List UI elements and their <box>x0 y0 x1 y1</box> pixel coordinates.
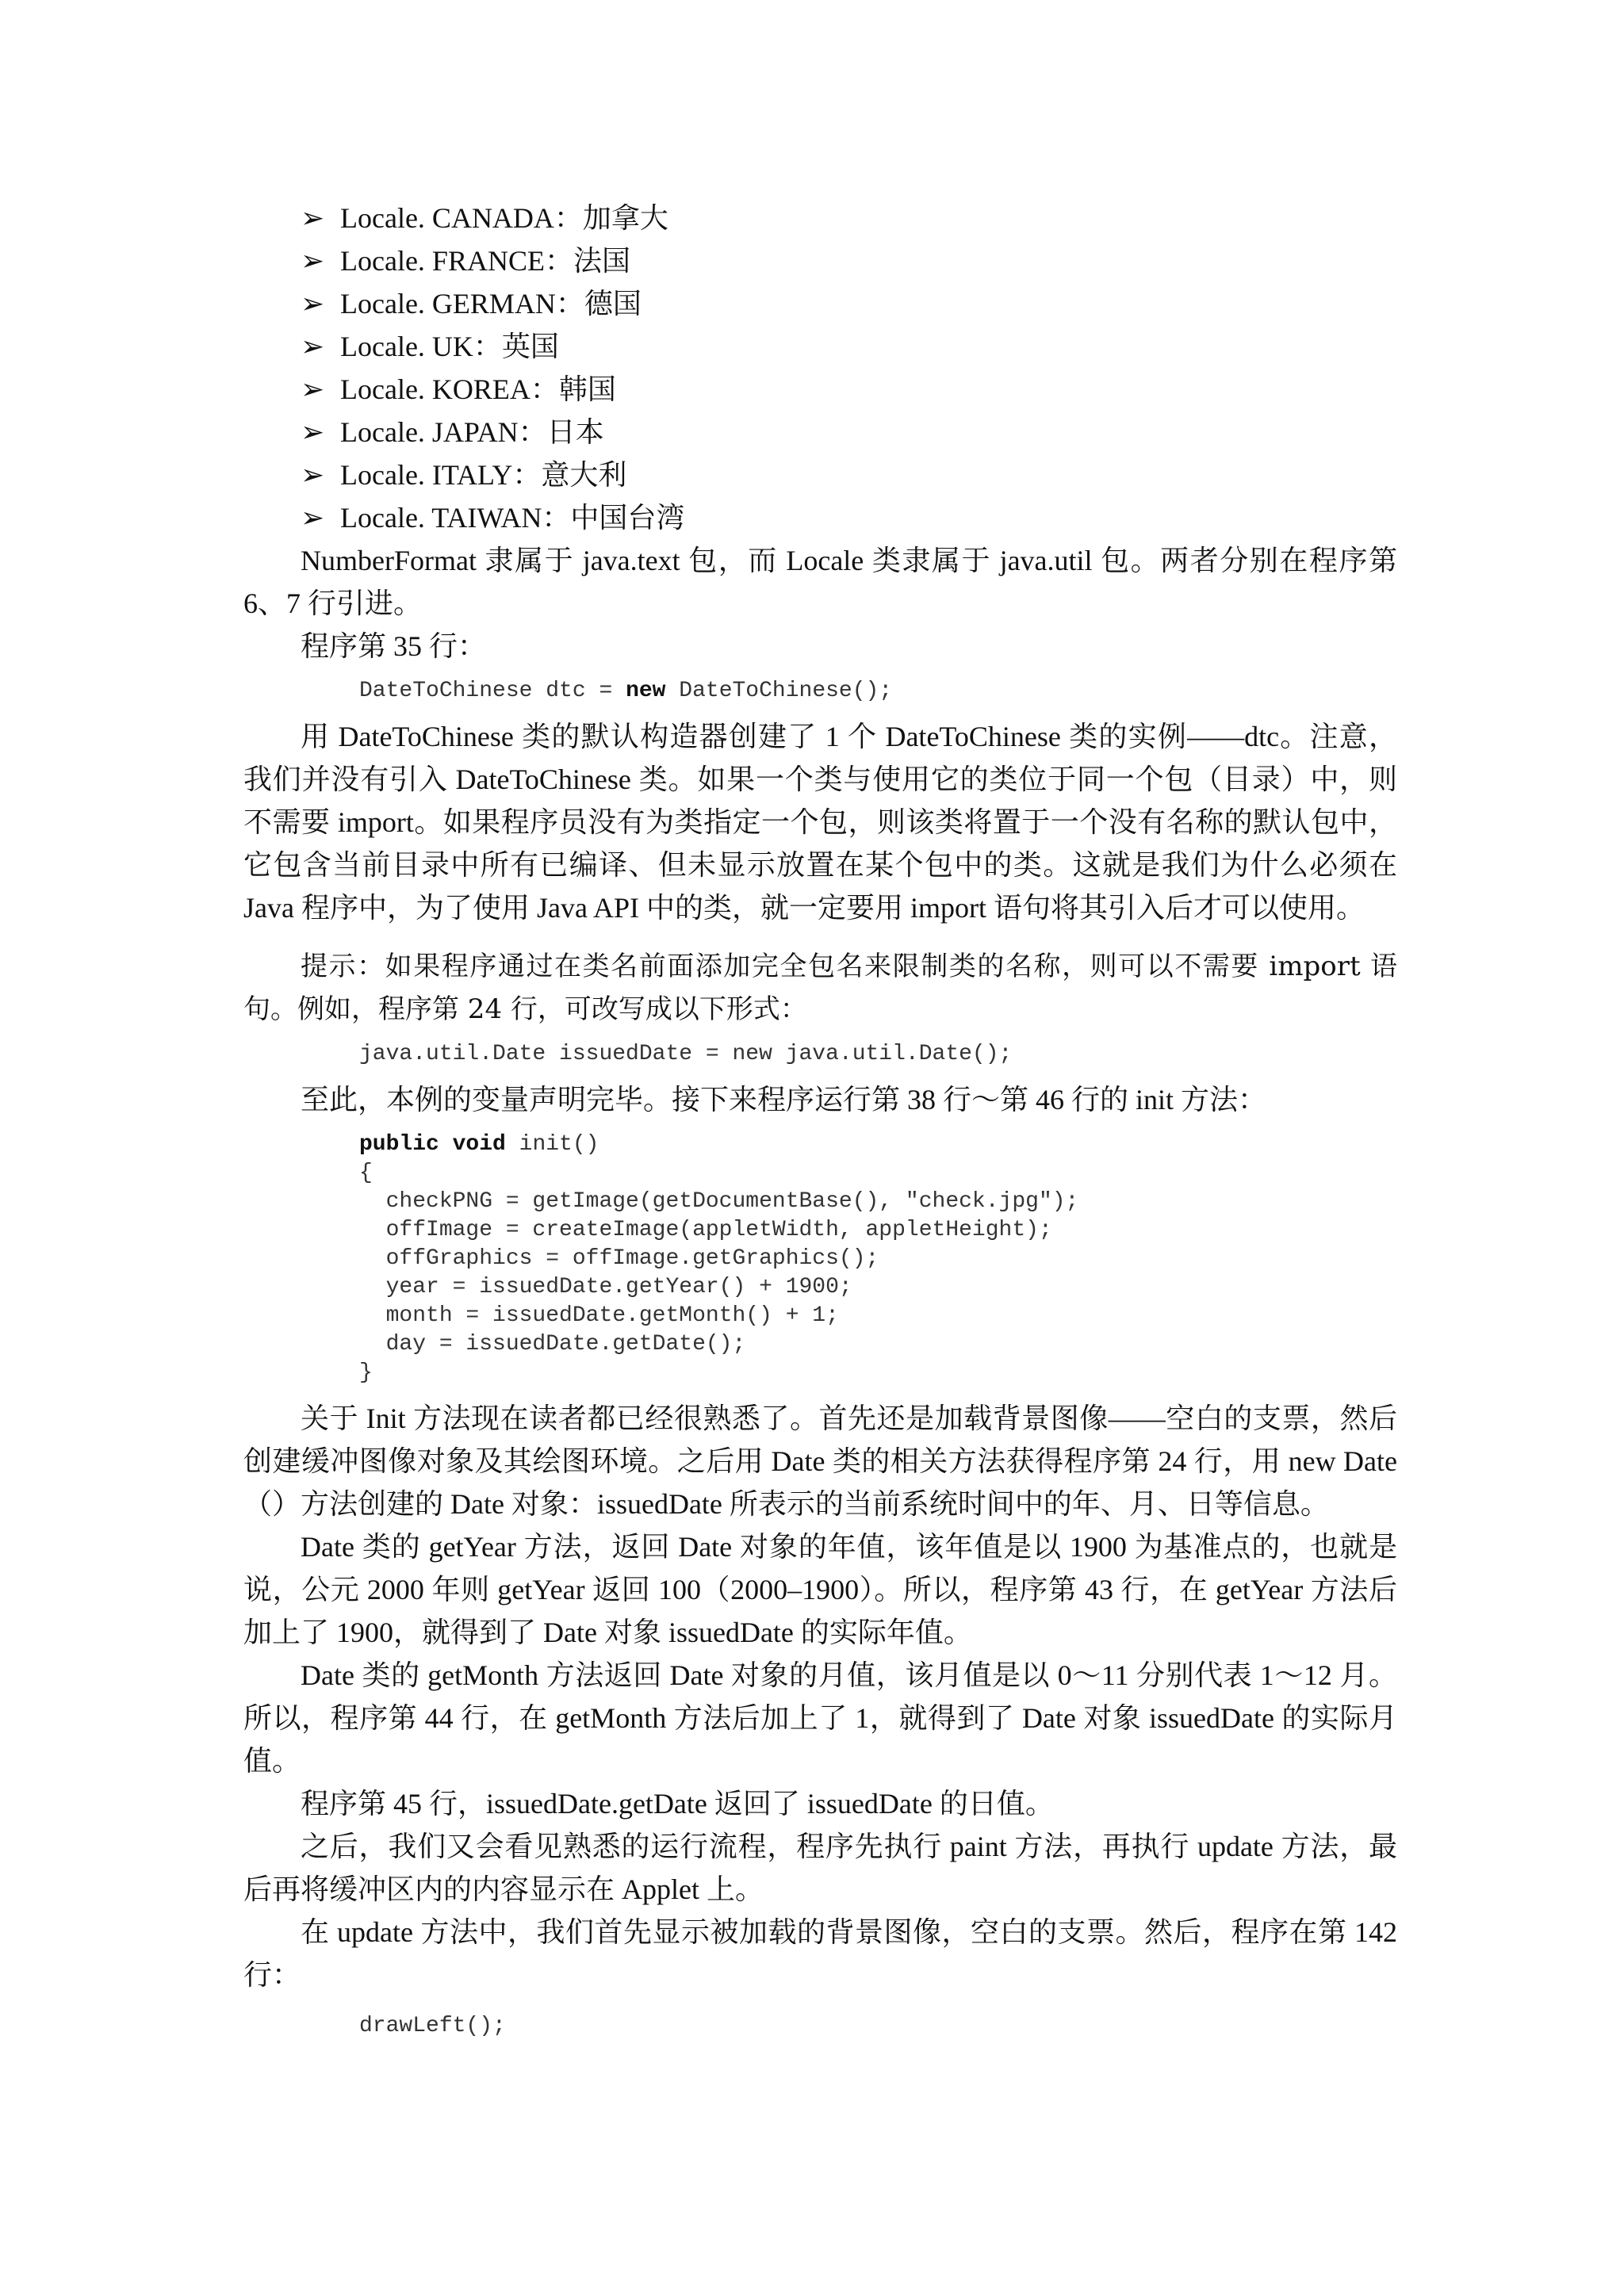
arrow-bullet-icon: ➢ <box>301 502 325 534</box>
arrow-bullet-icon: ➢ <box>301 373 325 405</box>
list-item: ➢ Locale. UK：英国 <box>243 325 1397 368</box>
paragraph-getyear: Date 类的 getYear 方法，返回 Date 对象的年值，该年值是以 1900 为基准点的，也就是说，公元 2000 年则 getYear 返回 100（2000–1900）。所以，程序第 43 行，在 getYear 方法后加上了 1900，就得到了 Date 对象 issuedDate 的实际年值。 <box>243 1531 1397 1648</box>
paragraph-init-explain: 关于 Init 方法现在读者都已经很熟悉了。首先还是加载背景图像——空白的支票，然后创建缓冲图像对象及其绘图环境。之后用 Date 类的相关方法获得程序第 24 行，用 new Date（）方法创建的 Date 对象：issuedDate 所表示的当前系统时间中的年、月、日等信息。 <box>243 1402 1397 1520</box>
paragraph-line35: 程序第 35 行： <box>301 630 487 662</box>
paragraph-getmonth: Date 类的 getMonth 方法返回 Date 对象的月值，该月值是以 0～11 分别代表 1～12 月。所以，程序第 44 行，在 getMonth 方法后加上了 1，就得到了 Date 对象 issuedDate 的实际月值。 <box>243 1659 1397 1777</box>
keyword-new: new <box>626 679 666 703</box>
arrow-bullet-icon: ➢ <box>301 331 325 362</box>
page-content <box>243 197 1397 2041</box>
list-item: ➢ Locale. ITALY：意大利 <box>243 453 1397 496</box>
code-line142: drawLeft(); <box>359 2014 506 2038</box>
list-item: ➢ Locale. GERMAN：德国 <box>243 282 1397 325</box>
paragraph-default-package: 用 DateToChinese 类的默认构造器创建了 1 个 DateToChinese 类的实例——dtc。注意，我们并没有引入 DateToChinese 类。如果一个类与使用它的类位于同一个包（目录）中，则不需要 import。如果程序员没有为类指定一个包，则该类将置于一个没有名称的默认包中，它包含当前目录中所有已编译、但未显示放置在某个包中的类。这就是我们为什么必须在 Java 程序中，为了使用 Java API 中的类，就一定要用 import 语句将其引入后才可以使用。 <box>243 721 1397 924</box>
paragraph-flow: 之后，我们又会看见熟悉的运行流程，程序先执行 paint 方法，再执行 update 方法，最后再将缓冲区内的内容显示在 Applet 上。 <box>243 1831 1397 1905</box>
paragraph-update: 在 update 方法中，我们首先显示被加载的背景图像，空白的支票。然后，程序在第 142 行： <box>243 1916 1397 1991</box>
list-item: ➢ Locale. JAPAN：日本 <box>243 411 1397 453</box>
code-init-method: public void init() { checkPNG = getImage(getDocumentBase(), "check.jpg"); offImage = createImage(appletWidth, appletHeight); offGraphics = offImage.getGraphics(); year = issuedDate.getYear() + 1900; month = issuedDate.getMonth() + 1; day = issuedDate.getDate(); } <box>359 1132 1079 1385</box>
arrow-bullet-icon: ➢ <box>301 202 325 234</box>
arrow-bullet-icon: ➢ <box>301 288 325 320</box>
code-line35: DateToChinese dtc = new DateToChinese(); <box>359 679 893 703</box>
arrow-bullet-icon: ➢ <box>301 416 325 448</box>
paragraph-getdate: 程序第 45 行，issuedDate.getDate 返回了 issuedDate 的日值。 <box>301 1788 1054 1820</box>
tip-note: 提示：如果程序通过在类名前面添加完全包名来限制类的名称，则可以不需要 import 语句。例如，程序第 24 行，可改写成以下形式： <box>243 951 1397 1025</box>
list-item: ➢ Locale. KOREA：韩国 <box>243 368 1397 411</box>
list-item: ➢ Locale. TAIWAN：中国台湾 <box>243 496 1397 539</box>
paragraph-imports: NumberFormat 隶属于 java.text 包，而 Locale 类隶属于 java.util 包。两者分别在程序第 6、7 行引进。 <box>243 545 1397 619</box>
locale-list <box>243 197 1397 539</box>
arrow-bullet-icon: ➢ <box>301 245 325 277</box>
paragraph-init-intro: 至此，本例的变量声明完毕。接下来程序运行第 38 行～第 46 行的 init 方法： <box>301 1084 1267 1115</box>
list-item: ➢ Locale. FRANCE：法国 <box>243 239 1397 282</box>
keyword-public-void: public void <box>359 1132 506 1157</box>
list-item: ➢ Locale. CANADA：加拿大 <box>243 197 1397 239</box>
arrow-bullet-icon: ➢ <box>301 459 325 491</box>
code-alt-line24: java.util.Date issuedDate = new java.util.Date(); <box>359 1042 1013 1066</box>
